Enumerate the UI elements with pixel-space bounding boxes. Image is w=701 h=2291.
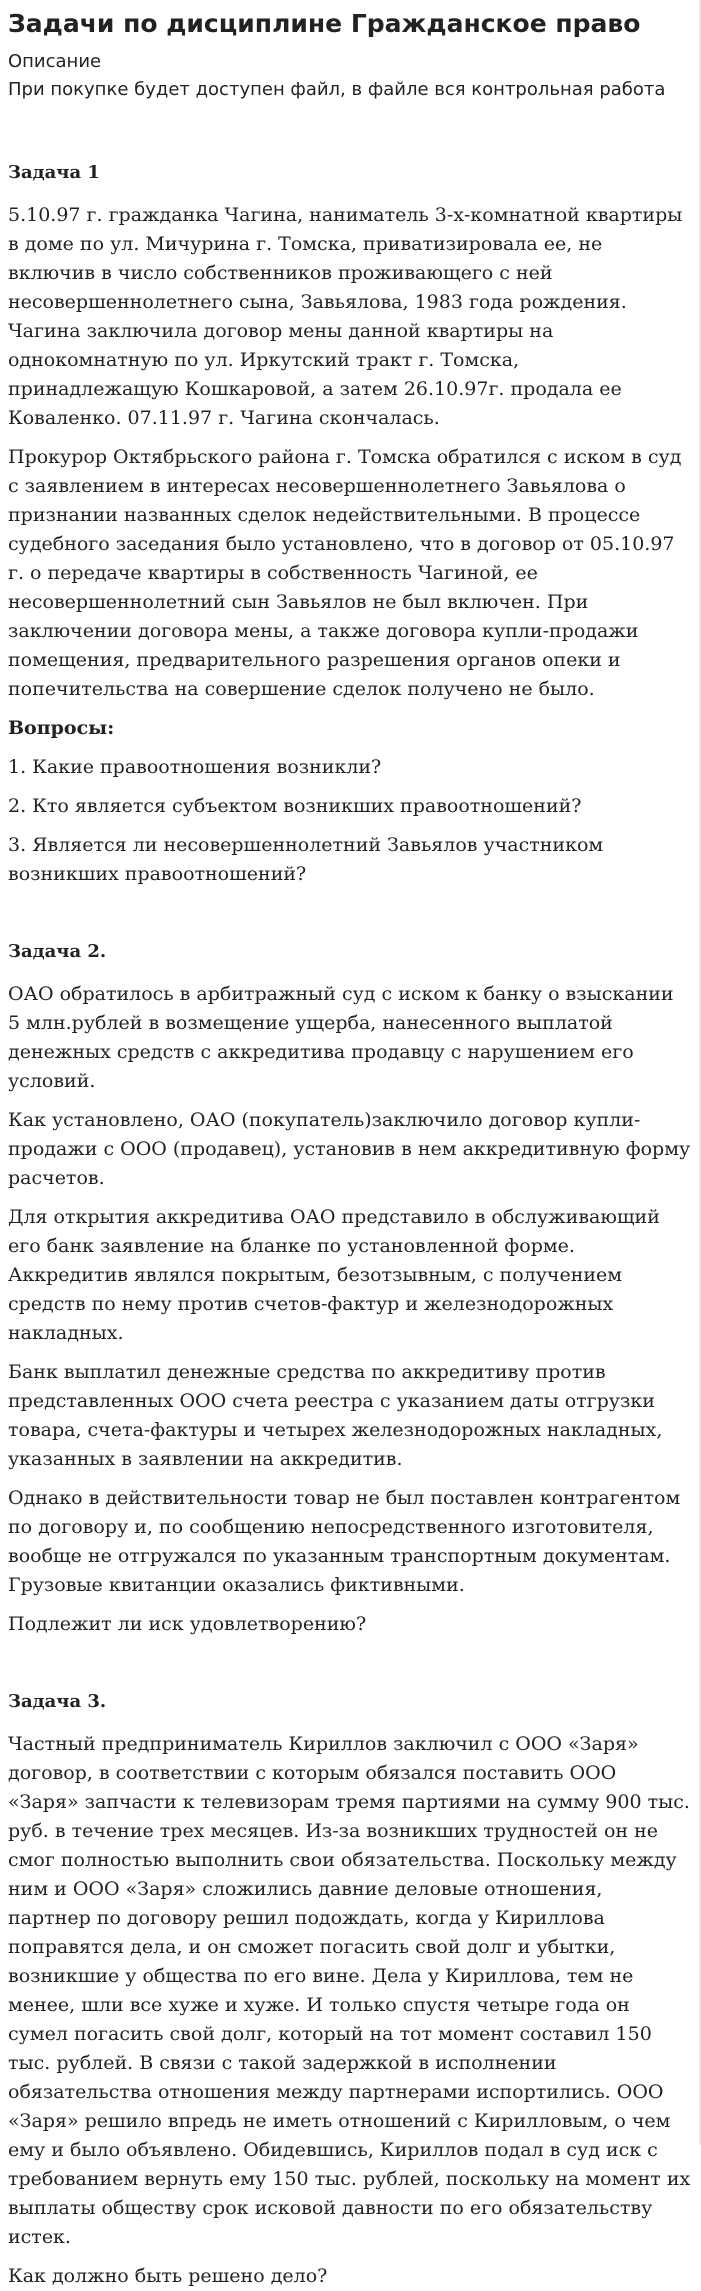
task-3 (8, 1687, 691, 2291)
task-paragraph: Однако в действительности товар не был поставлен контрагентом по договору и, по сообщению непосредственного изготовителя, вообще не отгружался по указанным транспортным документам. Грузовые квитанции оказались фиктивными. (8, 1487, 681, 1596)
task-question: Как должно быть решено дело? (8, 2265, 328, 2287)
task-2 (8, 937, 691, 1639)
description-label: Описание (8, 51, 102, 72)
task-paragraph: Для открытия аккредитива ОАО представило в обслуживающий его банк заявление на бланке по установленной форме. Аккредитив являлся покрытым, безотзывным, с получением средств по нему против счетов-фактур и железнодорожных накладных. (8, 1206, 660, 1344)
task-title: Задача 3. (8, 1691, 107, 1712)
question-item: 3. Является ли несовершеннолетний Завьялов участником возникших правоотношений? (8, 834, 604, 885)
task-paragraph: Как установлено, ОАО (покупатель)заключило договор купли-продажи с ООО (продавец), установив в нем аккредитивную форму расчетов. (8, 1109, 691, 1189)
question-item: 1. Какие правоотношения возникли? (8, 756, 382, 778)
task-question: Подлежит ли иск удовлетворению? (8, 1613, 367, 1635)
task-title: Задача 1 (8, 162, 100, 183)
question-item: 2. Кто является субъектом возникших правоотношений? (8, 795, 582, 817)
questions-title: Вопросы: (8, 717, 115, 739)
task-title: Задача 2. (8, 941, 107, 962)
task-paragraph: ОАО обратилось в арбитражный суд с иском к банку о взыскании 5 млн.рублей в возмещение ущерба, нанесенного выплатой денежных средств с аккредитива продавцу с нарушением его условий. (8, 983, 674, 1092)
task-1 (8, 158, 691, 889)
description-text: При покупке будет доступен файл, в файле вся контрольная работа (8, 79, 666, 100)
task-paragraph: 5.10.97 г. гражданка Чагина, наниматель 3-х-комнатной квартиры в доме по ул. Мичурина г. Томска, приватизировала ее, не включив в число собственников проживающего с ней несовершеннолетнего сына, Завьялова, 1983 года рождения. Чагина заключила договор мены данной квартиры на однокомнатную по ул. Иркутский тракт г. Томска, принадлежащую Кошкаровой, а затем 26.10.97г. продала ее Коваленко. 07.11.97 г. Чагина скончалась. (8, 204, 683, 429)
task-paragraph: Прокурор Октябрьского района г. Томска обратился с иском в суд с заявлением в интересах несовершеннолетнего Завьялова о признании названных сделок недействительными. В процессе судебного заседания было установлено, что в договор от 05.10.97 г. о передаче квартиры в собственность Чагиной, ее несовершеннолетний сын Завьялов не был включен. При заключении договора мены, а также договора купли-продажи помещения, предварительного разрешения органов опеки и попечительства на совершение сделок получено не было. (8, 446, 682, 700)
task-paragraph: Банк выплатил денежные средства по аккредитиву против представленных ООО счета реестра с указанием даты отгрузки товара, счета-фактуры и четырех железнодорожных накладных, указанных в заявлении на аккредитив. (8, 1361, 663, 1470)
task-paragraph: Частный предприниматель Кириллов заключил с ООО «Заря» договор, в соответствии с которым обязался поставить ООО «Заря» запчасти к телевизорам тремя партиями на сумму 900 тыс. руб. в течение трех месяцев. Из-за возникших трудностей он не смог полностью выполнить свои обязательства. Поскольку между ним и ООО «Заря» сложились давние деловые отношения, партнер по договору решил подождать, когда у Кириллова поправятся дела, и он сможет погасить свой долг и убытки, возникшие у общества по его вине. Дела у Кириллова, тем не менее, шли все хуже и хуже. И только спустя четыре года он сумел погасить свой долг, который на тот момент составил 150 тыс. рублей. В связи с такой задержкой в исполнении обязательства отношения между партнерами испортились. ООО «Заря» решило впредь не иметь отношений с Кирилловым, о чем ему и было объявлено. Обидевшись, Кириллов подал в суд иск с требованием вернуть ему 150 тыс. рублей, поскольку на момент их выплаты обществу срок исковой давности по его обязательству истек. (8, 1733, 691, 2248)
page-title: Задачи по дисциплине Гражданское право (8, 9, 641, 38)
